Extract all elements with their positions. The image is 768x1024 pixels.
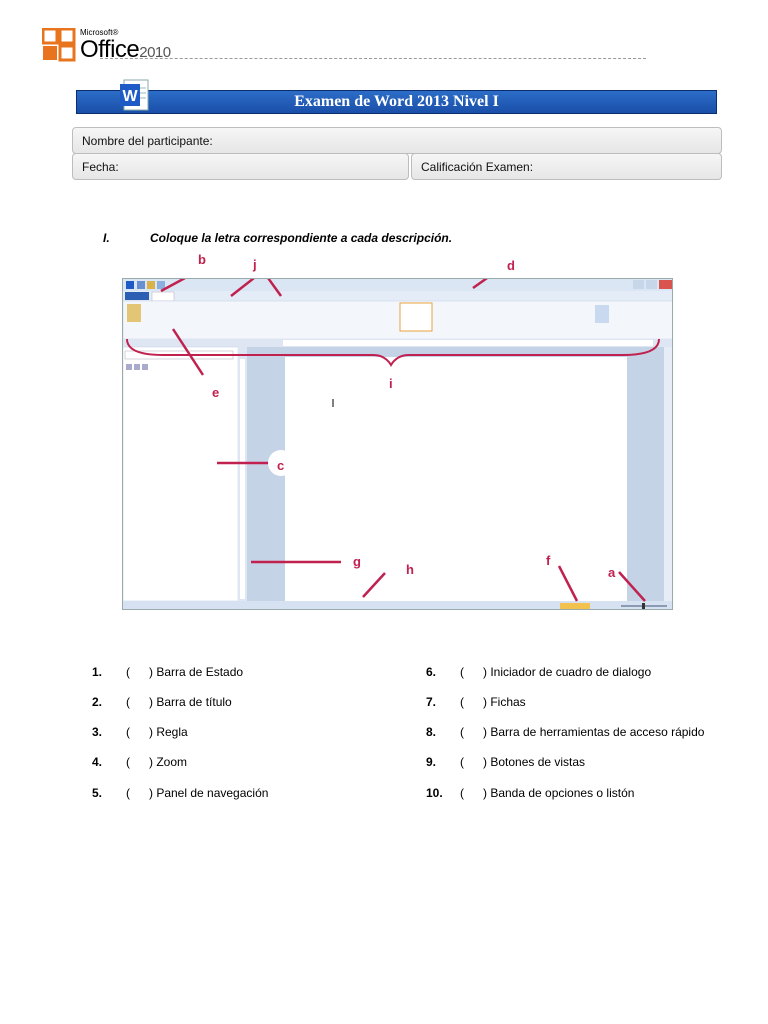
minimize-icon [633, 280, 644, 289]
navigation-pane [123, 347, 238, 601]
logo-office-text: Office2010 [80, 36, 171, 63]
qat-undo-icon [147, 281, 155, 289]
label-a: a [608, 565, 616, 580]
participant-name-field[interactable] [72, 127, 722, 154]
tab-inicio [152, 292, 174, 301]
vertical-scrollbar [664, 347, 673, 601]
grade-field[interactable] [411, 153, 722, 180]
qat-save-icon [137, 281, 145, 289]
label-d: d [507, 258, 515, 273]
office-logo [42, 26, 202, 66]
status-bar [123, 601, 673, 610]
label-g: g [353, 554, 361, 569]
zoom-thumb [642, 603, 645, 609]
label-j: j [253, 257, 257, 272]
word-screenshot [122, 278, 673, 610]
view-buttons [560, 603, 590, 609]
vertical-ruler [240, 359, 245, 599]
style-normal-box [400, 303, 432, 331]
word-icon [120, 78, 150, 112]
date-field[interactable] [72, 153, 409, 180]
label-i: i [389, 376, 393, 391]
section-number: I. [103, 231, 110, 245]
label-c: c [277, 458, 285, 473]
change-styles-icon [595, 305, 609, 323]
horizontal-ruler [283, 340, 653, 346]
tab-archivo [125, 292, 149, 300]
ribbon [123, 301, 673, 339]
exam-title: Examen de Word 2013 Nivel I [294, 93, 499, 110]
ribbon-tabs-bar [123, 291, 673, 301]
exam-title-bar [76, 90, 717, 114]
grade-label: Calificación Examen: [421, 160, 534, 174]
nav-tab-results-icon [142, 364, 148, 370]
label-h: h [406, 562, 414, 577]
document-page [285, 357, 627, 605]
label-f: f [546, 553, 551, 568]
word-app-icon [126, 281, 134, 289]
label-b: b [198, 252, 206, 267]
paste-icon [127, 304, 141, 322]
word-window-drawing [123, 279, 673, 610]
participant-name-label: Nombre del participante: [82, 134, 213, 148]
date-label: Fecha: [82, 160, 119, 174]
close-icon [659, 280, 672, 289]
svg-text:W: W [122, 88, 138, 105]
section-instruction: Coloque la letra correspondiente a cada descripción. [150, 231, 453, 245]
header-divider [100, 58, 646, 59]
label-e: e [212, 385, 220, 400]
maximize-icon [646, 280, 657, 289]
word-title-bar [123, 279, 673, 291]
nav-tab-headings-icon [126, 364, 132, 370]
logo-microsoft-text: Microsoft® [80, 28, 119, 37]
office-logo-icon [42, 28, 76, 62]
nav-tab-pages-icon [134, 364, 140, 370]
qat-redo-icon [157, 281, 165, 289]
